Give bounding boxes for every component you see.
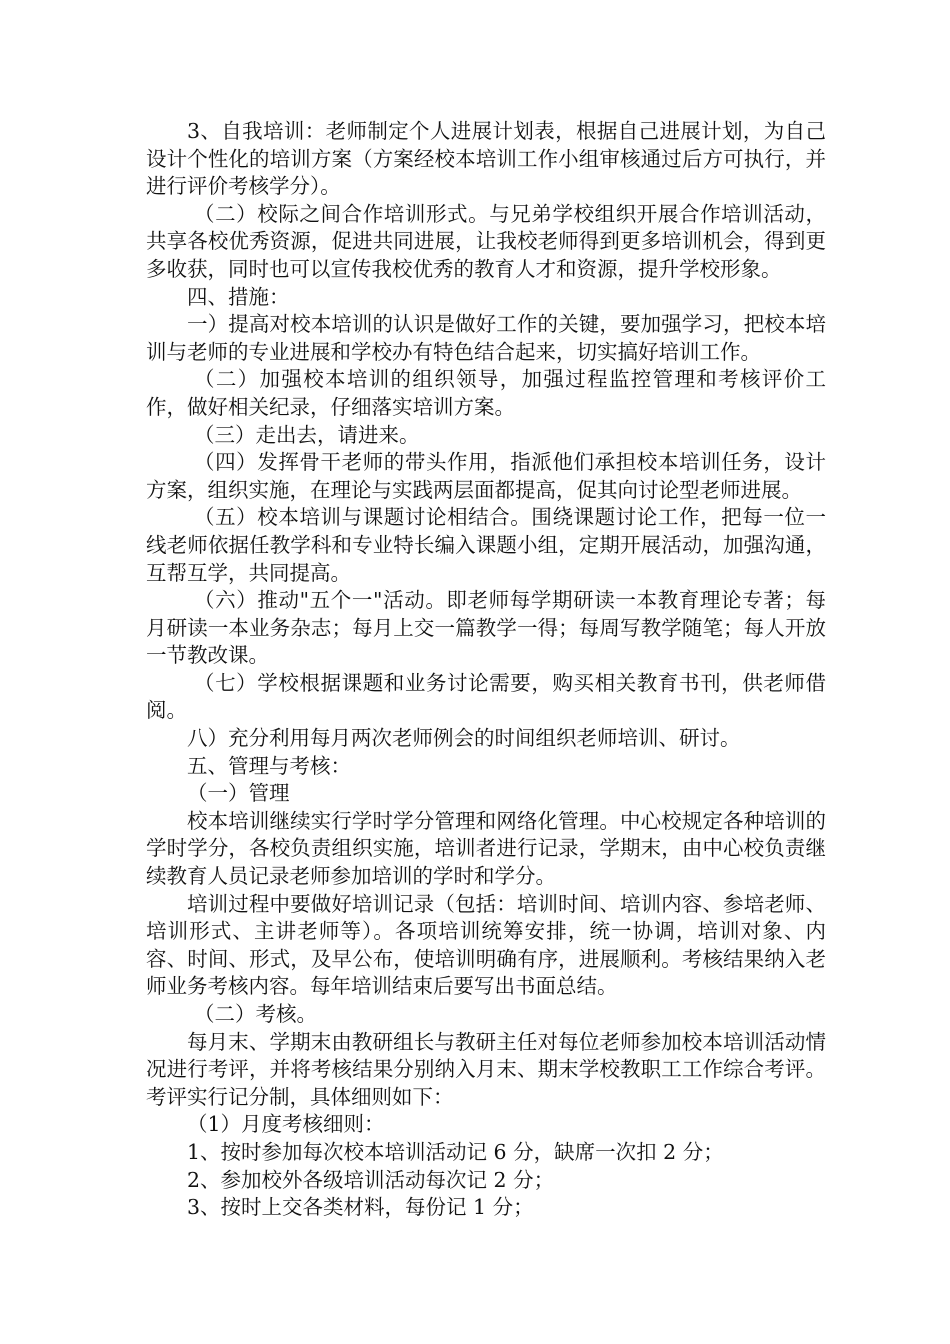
document-body [146,118,826,1222]
paragraph-credit-management: 校本培训继续实行学时学分管理和网络化管理。中心校规定各种培训的学时学分，各校负责组织实施，培训者进行记录，学期末，由中心校负责继续教育人员记录老师参加培训的学时和学分。 [146,808,826,889]
paragraph-training-records: 培训过程中要做好培训记录（包括：培训时间、培训内容、参培老师、培训形式、主讲老师等）。各项培训统筹安排，统一协调，培训对象、内容、时间、形式，及早公布，使培训明确有序，进展顺利。考核结果纳入老师业务考核内容。每年培训结束后要写出书面总结。 [146,891,826,999]
paragraph-measure-4: （四）发挥骨干老师的带头作用，指派他们承担校本培训任务，设计方案，组织实施，在理论与实践两层面都提高，促其向讨论型老师进展。 [146,450,826,502]
list-item-rule-2: 2、参加校外各级培训活动每次记 2 分； [187,1167,555,1192]
section-heading-management: 五、管理与考核： [187,753,351,778]
paragraph-self-training: 3、自我培训：老师制定个人进展计划表，根据自己进展计划，为自己设计个性化的培训方案（方案经校本培训工作小组审核通过后方可执行，并进行评价考核学分）。 [146,119,826,199]
paragraph-measure-5: （五）校本培训与课题讨论相结合。围绕课题讨论工作，把每一位一线老师依据任教学科和专业特长编入课题小组，定期开展活动，加强沟通，互帮互学，共同提高。 [146,505,826,585]
paragraph-inter-school-training: （二）校际之间合作培训形式。与兄弟学校组织开展合作培训活动，共享各校优秀资源，促进共同进展，让我校老师得到更多培训机会，得到更多收获，同时也可以宣传我校优秀的教育人才和资源，提升学校形象。 [146,201,826,281]
section-heading-measures: 四、措施： [187,284,290,309]
paragraph-measure-1: 一）提高对校本培训的认识是做好工作的关键，要加强学习，把校本培训与老师的专业进展和学校办有特色结合起来，切实搞好培训工作。 [146,312,826,364]
list-item-rule-1: 1、按时参加每次校本培训活动记 6 分，缺席一次扣 2 分； [187,1139,724,1164]
subheading-monthly-rules: （1）月度考核细则： [187,1112,385,1137]
subheading-management: （一）管理 [187,781,290,806]
paragraph-measure-2: （二）加强校本培训的组织领导，加强过程监控管理和考核评价工作，做好相关纪录，仔细落实培训方案。 [146,367,826,419]
subheading-assessment: （二）考核。 [194,1002,317,1026]
paragraph-measure-7: （七）学校根据课题和业务讨论需要，购买相关教育书刊，供老师借阅。 [146,670,826,723]
paragraph-measure-3: （三）走出去，请进来。 [194,422,420,447]
paragraph-assessment-overview: 每月末、学期末由教研组长与教研主任对每位老师参加校本培训活动情况进行考评，并将考核结果分别纳入月末、期末学校教职工工作综合考评。考评实行记分制，具体细则如下： [146,1029,826,1109]
paragraph-measure-8: 八）充分利用每月两次老师例会的时间组织老师培训、研讨。 [187,726,741,751]
paragraph-measure-6: （六）推动"五个一"活动。即老师每学期研读一本教育理论专著；每月研读一本业务杂志；每月上交一篇教学一得；每周写教学随笔；每人开放一节教改课。 [146,588,826,668]
list-item-rule-3: 3、按时上交各类材料，每份记 1 分； [187,1195,534,1220]
